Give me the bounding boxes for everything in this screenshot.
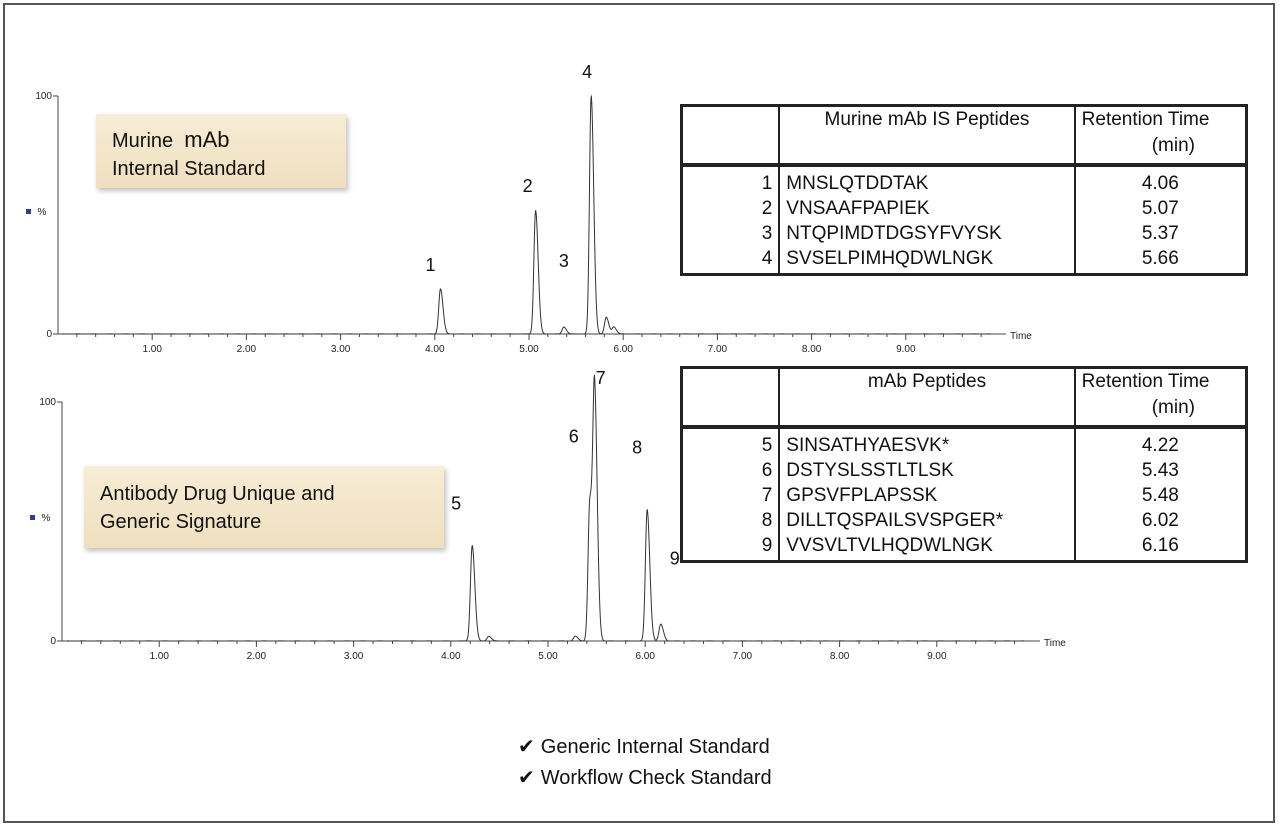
peptide-sequence: SVSELPIMHQDWLNGK [779, 246, 1074, 275]
antibody-legend-line2: Generic Signature [100, 511, 262, 533]
table-row [682, 221, 1247, 246]
x-tick-label: 9.00 [927, 651, 947, 662]
table-row [682, 196, 1247, 221]
peptide-index: 4 [682, 246, 780, 275]
x-tick-label: 4.00 [441, 651, 461, 662]
series-marker-icon [30, 515, 35, 520]
header-rt-unit: (min) [1151, 397, 1195, 418]
x-tick-label: 1.00 [142, 344, 162, 355]
x-tick-label: 3.00 [330, 344, 351, 355]
header-retention-time [1075, 106, 1247, 166]
table-row [682, 246, 1247, 275]
peptide-sequence: MNSLQTDDTAK [779, 165, 1074, 196]
table-row [682, 458, 1247, 483]
series-marker-icon [26, 209, 31, 214]
x-tick-label: 6.00 [635, 651, 655, 662]
x-tick-label: 3.00 [343, 651, 364, 662]
peak-label: 9 [669, 548, 680, 569]
x-tick-label: 5.00 [519, 344, 539, 355]
retention-time: 5.07 [1075, 196, 1247, 221]
x-tick-label: 8.00 [829, 651, 850, 662]
checkmark-icon: ✔ [518, 736, 535, 758]
y-tick-label: 100 [35, 91, 52, 102]
x-tick-label: 2.00 [236, 344, 257, 355]
peak-label: 8 [632, 437, 643, 458]
retention-time: 5.37 [1075, 221, 1247, 246]
y-tick-label: 0 [50, 636, 56, 647]
peptide-sequence: DILLTQSPAILSVSPGER* [779, 508, 1074, 533]
antibody-legend-box [84, 466, 444, 548]
header-peptides: Murine mAb IS Peptides [779, 106, 1074, 166]
mab-peptide-table [680, 366, 1248, 563]
header-rt-unit: (min) [1151, 135, 1195, 156]
y-tick-label: 0 [46, 329, 52, 340]
table-row [682, 508, 1247, 533]
x-tick-label: 1.00 [149, 651, 169, 662]
peptide-index: 7 [682, 483, 780, 508]
x-tick-label: 5.00 [538, 651, 558, 662]
peptide-sequence: DSTYSLSSTLTLSK [779, 458, 1074, 483]
peak-label: 2 [522, 176, 533, 197]
peptide-sequence: VVSVLTVLHQDWLNGK [779, 533, 1074, 562]
x-tick-label: 7.00 [707, 344, 728, 355]
x-tick-label: 4.00 [425, 344, 445, 355]
x-tick-label: 7.00 [732, 651, 753, 662]
peak-label: 4 [582, 62, 593, 82]
footnote-text: Workflow Check Standard [540, 767, 772, 789]
checkmark-icon: ✔ [518, 767, 535, 789]
peptide-sequence: SINSATHYAESVK* [779, 427, 1074, 458]
header-rt-label: Retention Time [1081, 109, 1210, 130]
x-axis-label: Time [1010, 331, 1032, 342]
peptide-index: 3 [682, 221, 780, 246]
peptide-index: 5 [682, 427, 780, 458]
table-row [682, 483, 1247, 508]
retention-time: 5.66 [1075, 246, 1247, 275]
table-header-row [682, 106, 1247, 166]
peak-label: 3 [558, 250, 569, 271]
peptide-index: 1 [682, 165, 780, 196]
x-axis-label: Time [1044, 638, 1066, 649]
x-tick-label: 9.00 [896, 344, 916, 355]
footnote-text: Generic Internal Standard [540, 736, 770, 758]
header-retention-time [1075, 368, 1247, 428]
murine-legend-line1: Murine mAb [112, 127, 230, 152]
peptide-sequence: GPSVFPLAPSSK [779, 483, 1074, 508]
header-index [682, 368, 780, 428]
footnote-workflow-check-standard [518, 763, 772, 794]
murine-peptide-table [680, 104, 1248, 276]
x-tick-label: 6.00 [613, 344, 633, 355]
header-rt-label: Retention Time [1081, 371, 1210, 392]
peak-label: 6 [568, 426, 579, 447]
peptide-index: 6 [682, 458, 780, 483]
retention-time: 4.22 [1075, 427, 1247, 458]
peptide-sequence: NTQPIMDTDGSYFVYSK [779, 221, 1074, 246]
antibody-legend-line1: Antibody Drug Unique and [100, 483, 335, 505]
y-axis-label: % [37, 207, 47, 218]
table-row [682, 427, 1247, 458]
murine-legend-box [96, 114, 346, 188]
table-row [682, 533, 1247, 562]
x-tick-label: 8.00 [801, 344, 822, 355]
peak-label: 5 [451, 493, 462, 514]
header-peptides: mAb Peptides [779, 368, 1074, 428]
header-index [682, 106, 780, 166]
retention-time: 5.43 [1075, 458, 1247, 483]
peptide-index: 8 [682, 508, 780, 533]
y-tick-label: 100 [39, 397, 56, 408]
peak-label: 7 [595, 368, 606, 388]
x-tick-label: 2.00 [246, 651, 267, 662]
peak-label: 1 [425, 254, 436, 275]
retention-time: 4.06 [1075, 165, 1247, 196]
retention-time: 6.16 [1075, 533, 1247, 562]
peptide-index: 2 [682, 196, 780, 221]
murine-legend-line2: Internal Standard [112, 158, 266, 180]
table-header-row [682, 368, 1247, 428]
peptide-sequence: VNSAAFPAPIEK [779, 196, 1074, 221]
footnotes [518, 732, 772, 794]
table-row [682, 165, 1247, 196]
peptide-index: 9 [682, 533, 780, 562]
y-axis-label: % [41, 513, 51, 524]
footnote-generic-internal-standard [518, 732, 772, 763]
retention-time: 5.48 [1075, 483, 1247, 508]
retention-time: 6.02 [1075, 508, 1247, 533]
